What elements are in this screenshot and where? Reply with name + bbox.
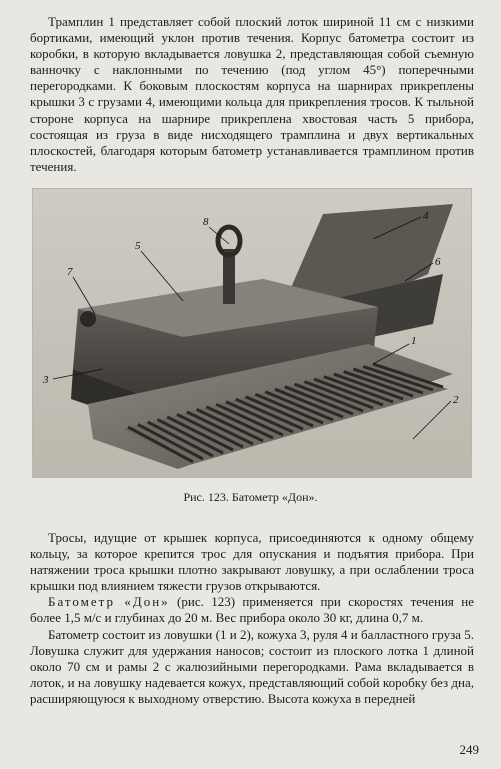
top-text-block — [30, 14, 474, 175]
figure-caption: Рис. 123. Батометр «Дон». — [183, 490, 318, 504]
page-number: 249 — [459, 742, 479, 757]
callout-7: 7 — [67, 266, 73, 278]
paragraph-parts: Батометр состоит из ловушки (1 и 2), кожуха 3, руля 4 и балластного груза 5. Ловушка служит для удержания наносов; состоит из плоского лотка 1 длиной около 70 см и рамы 2 с жалюзийными перегородками. Рама вкладывается в лоток, и на ловушку надевается кожух, представляющий собой коробку без дна, расширяющуюся к выходному отверстию. Высота кожуха в передней — [30, 626, 474, 706]
bathometer-illustration — [33, 189, 471, 477]
callout-3: 3 — [43, 374, 49, 386]
don-description: (рис. 123) применяется при скоростях течения не более 1,5 м/с и глубинах до 20 м. Вес прибора около 30 кг, длина 0,7 м. — [30, 594, 474, 626]
callout-4: 4 — [423, 210, 429, 222]
callout-8: 8 — [203, 216, 209, 228]
callout-5: 5 — [135, 240, 141, 252]
callout-6: 6 — [435, 256, 441, 268]
figure-photo — [32, 188, 472, 478]
paragraph-don — [30, 594, 474, 626]
paragraph-cables: Тросы, идущие от крышек корпуса, присоединяются к одному общему кольцу, за которое крепится трос для опускания и подъятия прибора. При натяжении троса крышки плотно закрывают ловушку, а при ослаблении троса крышки под влиянием тяжести грузов открываются. — [30, 530, 474, 594]
bottom-text-block — [30, 530, 474, 707]
callout-1: 1 — [411, 335, 417, 347]
don-term: Батометр «Дон» — [48, 594, 170, 610]
paragraph-trampoline: Трамплин 1 представляет собой плоский лоток шириной 11 см с низкими бортиками, имеющий уклон против течения. Корпус батометра состоит из коробки, в которую вкладывается ловушка 2, представляющая собой съемную ванночку с наклонными по течению (под углом 45°) поперечными перегородками. К боковым плоскостям корпуса на шарнирах прикреплены крышки 3 с грузами 4, имеющими кольца для прикрепления тросов. К тыльной стороне корпуса на шарнире прикреплена хвостовая часть 5 прибора, состоящая из груза в виде нисходящего трамплина и двух вертикальных плоскостей, благодаря которым батометр устанавливается трамплином против течения. — [30, 14, 474, 174]
callout-2: 2 — [453, 394, 459, 406]
